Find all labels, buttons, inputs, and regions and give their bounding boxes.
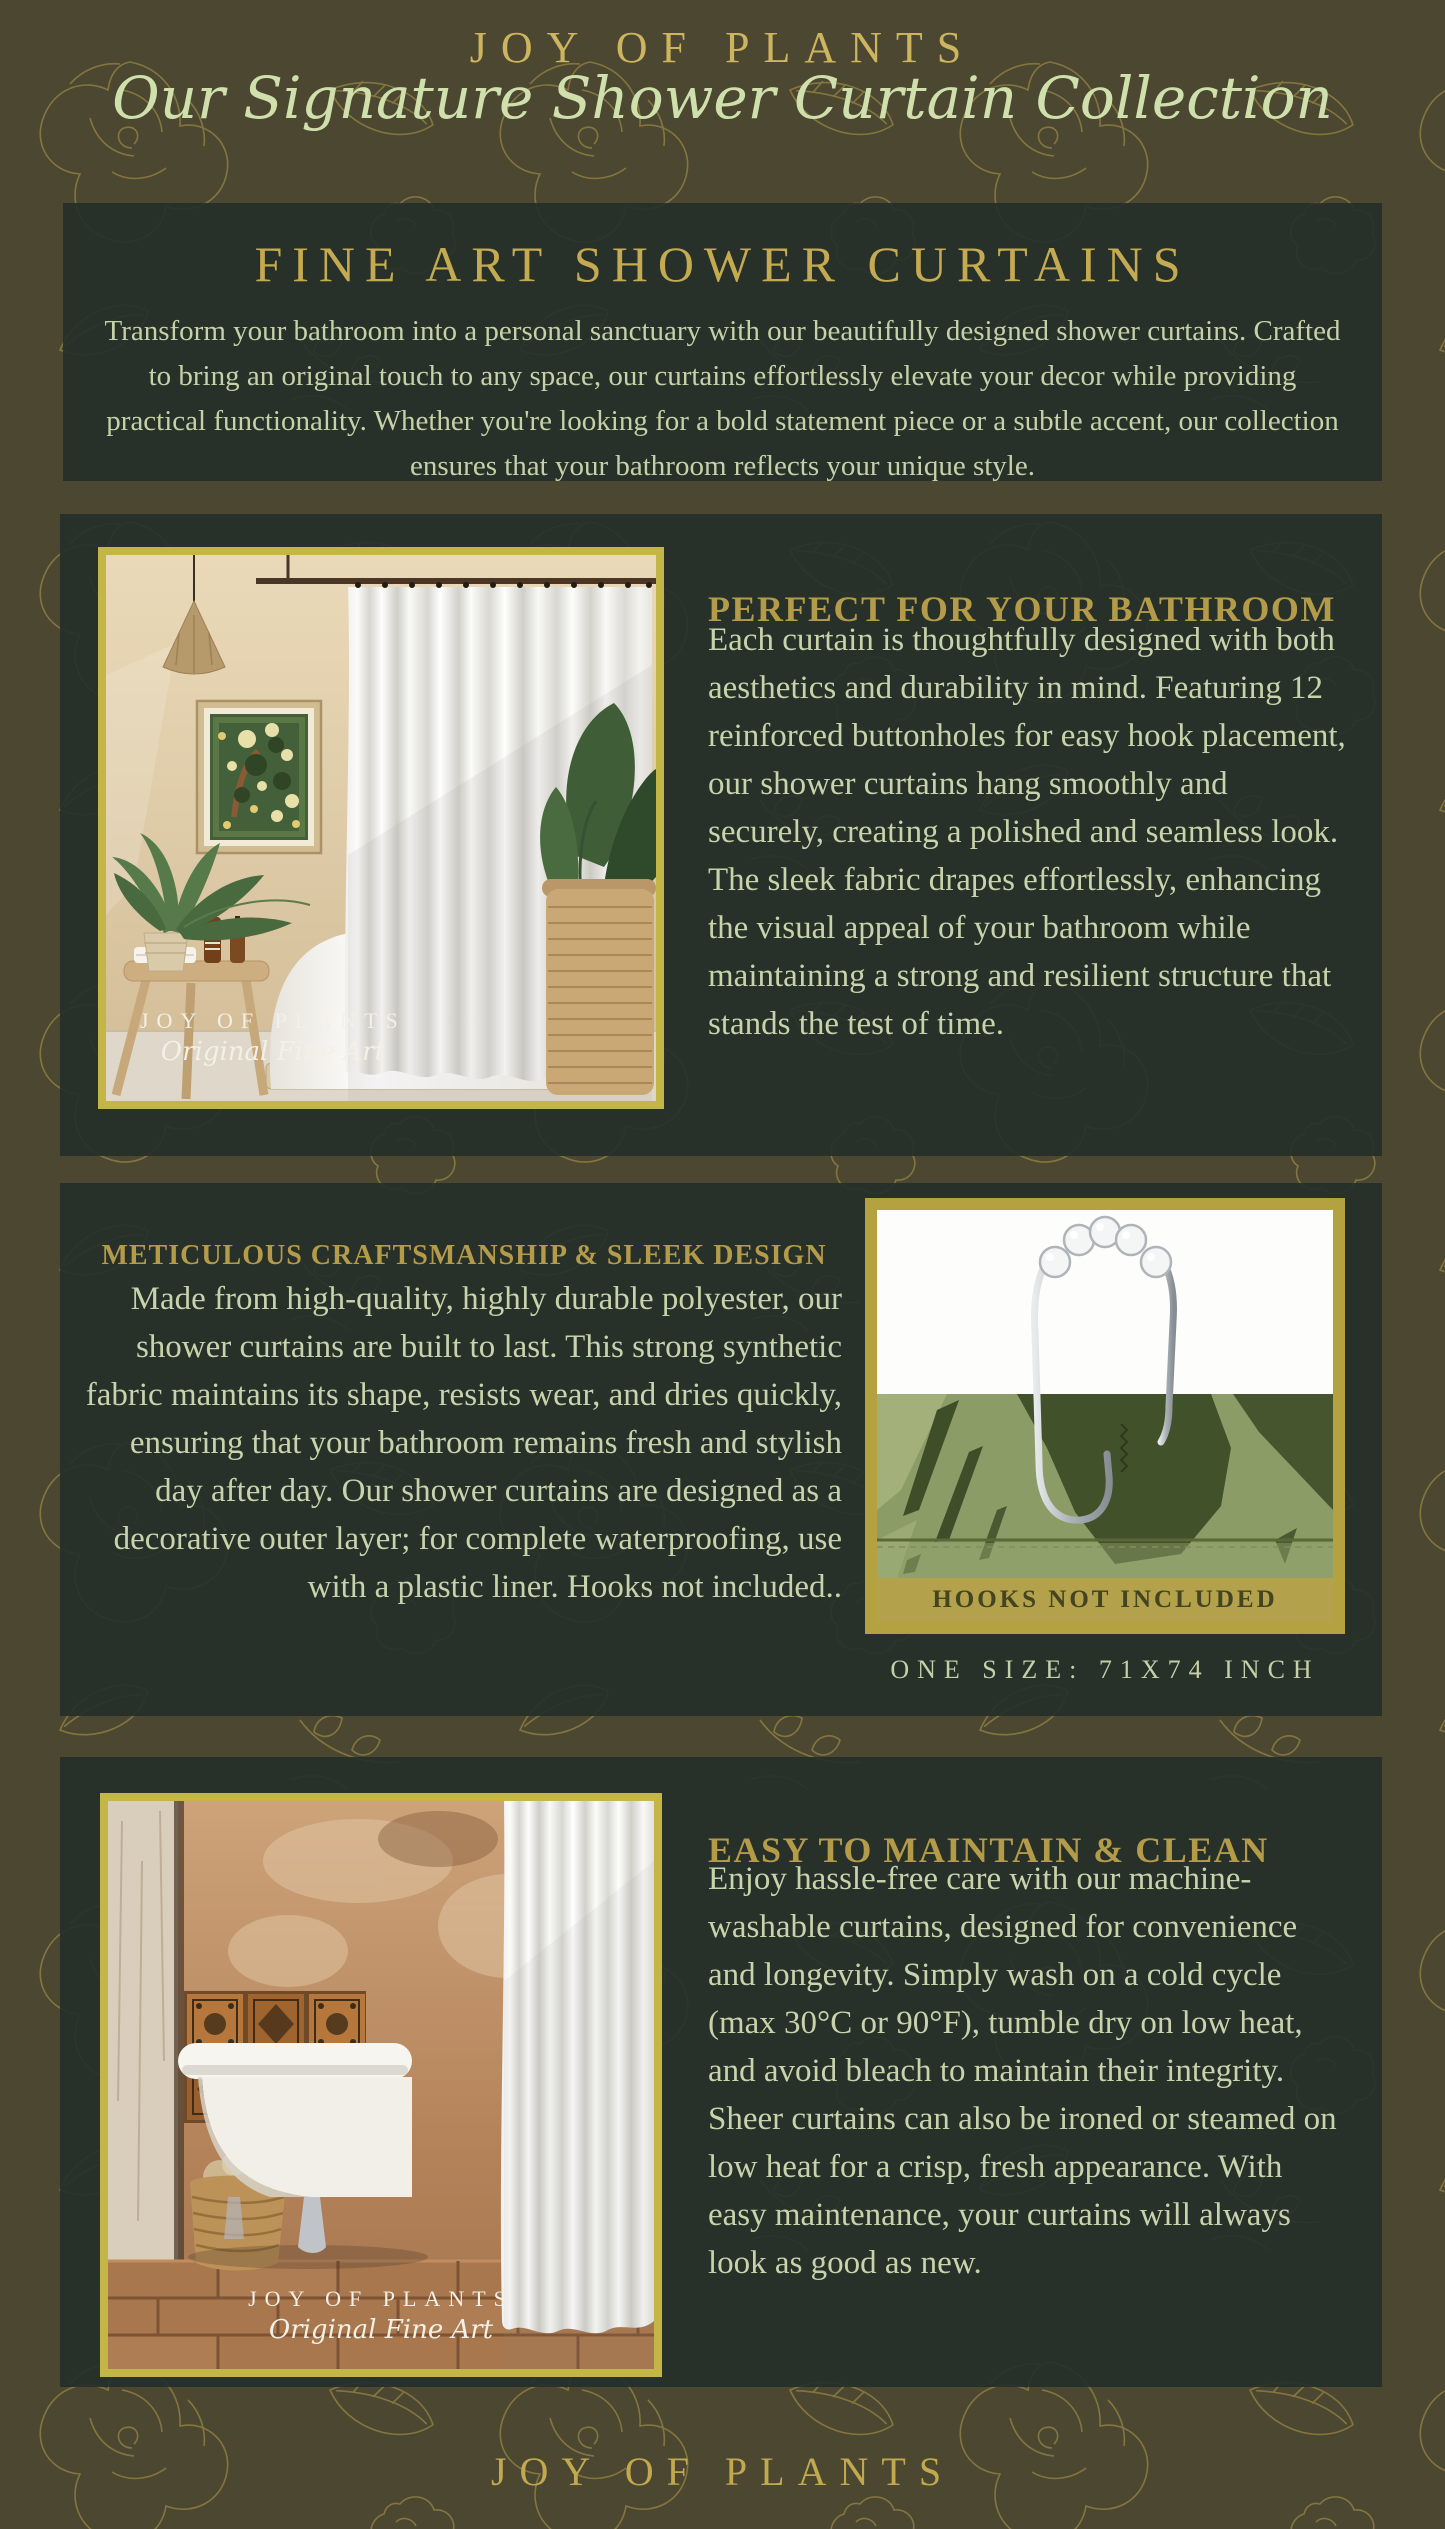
photo-watermark [108, 2286, 654, 2345]
rustic-bathroom-illustration [108, 1801, 654, 2369]
craftsmanship-section-heading: METICULOUS CRAFTSMANSHIP & SLEEK DESIGN [101, 1240, 827, 1272]
photo-watermark [140, 1008, 406, 1067]
brand-header: JOY OF PLANTS [469, 23, 976, 72]
clawfoot-tub-product-photo [100, 1793, 662, 2377]
hook-detail-photo [865, 1198, 1345, 1634]
size-note: ONE SIZE: 71X74 INCH [890, 1655, 1320, 1684]
bathroom-section-heading: PERFECT FOR YOUR BATHROOM [708, 588, 1336, 629]
hook-caption-bar: HOOKS NOT INCLUDED [877, 1578, 1333, 1622]
brand-footer: JOY OF PLANTS [490, 2449, 955, 2494]
watermark-brand-text: JOY OF PLANTS [248, 2286, 514, 2311]
bathroom-section-paragraph: Each curtain is thoughtfully designed with both aesthetics and durability in mind. Featuring 12 reinforced buttonholes for easy hook placement, our shower curtains hang smoothly and securely, creating a polished and seamless look. The sleek fabric drapes effortlessly, enhancing the visual appeal of your bathroom while maintaining a strong and resilient structure that stands the test of time. [708, 622, 1346, 1042]
watermark-sub-text: Original Fine Art [160, 1037, 386, 1067]
intro-panel [63, 203, 1382, 481]
craftsmanship-section-paragraph: Made from high-quality, highly durable polyester, our shower curtains are built to last. This strong synthetic fabric maintains its shape, resists wear, and dries quickly, ensuring that your bathroom remains fresh and stylish day after day. Our shower curtains are designed as a decorative outer layer; for complete waterproofing, use with a plastic liner. Hooks not included.. [85, 1281, 842, 1605]
collection-subtitle: Our Signature Shower Curtain Collection [112, 64, 1333, 132]
bathroom-section-panel [60, 514, 1382, 1156]
intro-paragraph: Transform your bathroom into a personal sanctuary with our beautifully designed shower curtains. Crafted to bring an original touch to any space, our curtains effortlessly elevate your decor while providing practical functionality. Whether you're looking for a bold statement piece or a subtle accent, our collection ensures that your bathroom reflects your unique style. [104, 315, 1341, 482]
bathroom-product-photo [98, 547, 664, 1109]
intro-title: FINE ART SHOWER CURTAINS [254, 236, 1191, 292]
care-section-panel [60, 1757, 1382, 2387]
care-section-heading: EASY TO MAINTAIN & CLEAN [708, 1829, 1269, 1870]
watermark-brand-text: JOY OF PLANTS [140, 1008, 406, 1033]
craftsmanship-section-panel [60, 1183, 1382, 1716]
watermark-sub-text: Original Fine Art [268, 2315, 494, 2345]
care-section-paragraph: Enjoy hassle-free care with our machine-washable curtains, designed for convenience and longevity. Simply wash on a cold cycle (max 30°C or 90°F), tumble dry on low heat, and avoid bleach to maintain their integrity. Sheer curtains can also be ironed or steamed on low heat for a crisp, fresh appearance. With easy maintenance, your curtains will always look as good as new. [708, 1861, 1337, 2281]
shower-hook-illustration [877, 1210, 1333, 1578]
